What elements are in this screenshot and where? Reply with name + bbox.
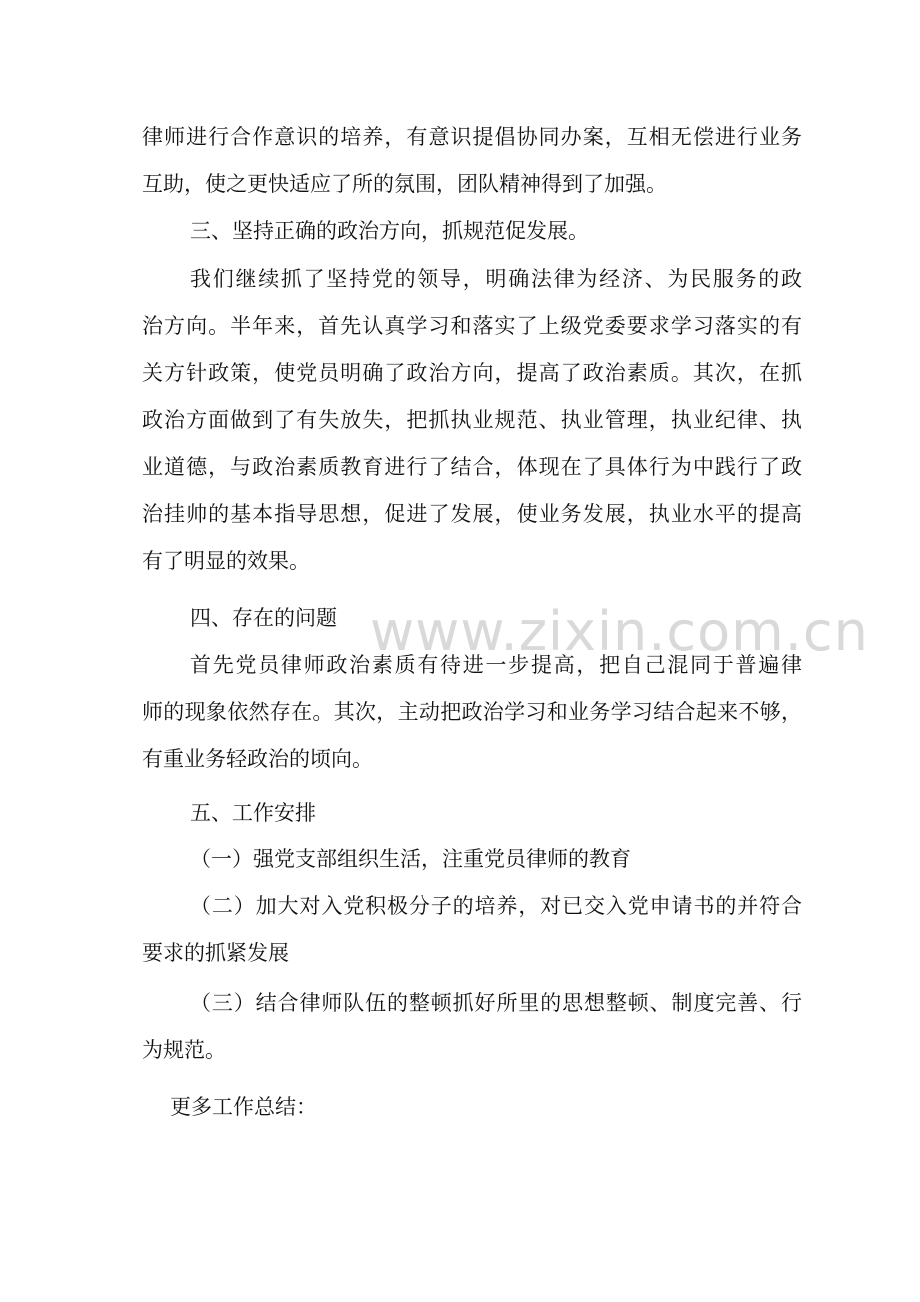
work-item-3-line-1: （三）结合律师队伍的整顿抓好所里的思想整顿、制度完善、行 xyxy=(190,991,802,1015)
paragraph-3-line-1: 我们继续抓了坚持党的领导，明确法律为经济、为民服务的政 xyxy=(190,267,802,291)
paragraph-3-line-5: 业道德，与政治素质教育进行了结合，体现在了具体行为中践行了政 xyxy=(142,455,802,479)
paragraph-3-line-3: 关方针政策，使党员明确了政治方向，提高了政治素质。其次，在抓 xyxy=(142,361,802,385)
section-heading-3: 三、坚持正确的政治方向，抓规范促发展。 xyxy=(190,219,589,243)
paragraph-3-line-2: 治方向。半年来，首先认真学习和落实了上级党委要求学习落实的有 xyxy=(142,314,802,338)
paragraph-5-line-1: 首先党员律师政治素质有待进一步提高，把自己混同于普遍律 xyxy=(190,653,802,677)
work-item-2-line-1: （二）加大对入党积极分子的培养，对已交入党申请书的并符合 xyxy=(190,894,802,918)
section-heading-5: 五、工作安排 xyxy=(190,801,316,825)
paragraph-3-line-6: 治挂帅的基本指导思想，促进了发展，使业务发展，执业水平的提高 xyxy=(142,502,802,526)
work-item-2-line-2: 要求的抓紧发展 xyxy=(142,941,289,965)
paragraph-3-line-7: 有了明显的效果。 xyxy=(142,549,310,573)
paragraph-3-line-4: 政治方面做到了有失放失，把抓执业规范、执业管理，执业纪律、执 xyxy=(142,408,802,432)
paragraph-1-line-1: 律师进行合作意识的培养，有意识提倡协同办案，互相无偿进行业务 xyxy=(142,125,802,149)
work-item-3-line-2: 为规范。 xyxy=(142,1038,226,1062)
more-summaries-label: 更多工作总结： xyxy=(170,1095,317,1119)
paragraph-5-line-3: 有重业务轻政治的顷向。 xyxy=(142,747,373,771)
work-item-1: （一）强党支部组织生活，注重党员律师的教育 xyxy=(190,847,631,871)
section-heading-4: 四、存在的问题 xyxy=(190,606,337,630)
paragraph-1-line-2: 互助，使之更快适应了所的氛围，团队精神得到了加强。 xyxy=(142,172,667,196)
watermark: www.zixin.com.cn xyxy=(370,600,869,663)
paragraph-5-line-2: 师的现象依然存在。其次，主动把政治学习和业务学习结合起来不够， xyxy=(142,700,802,724)
